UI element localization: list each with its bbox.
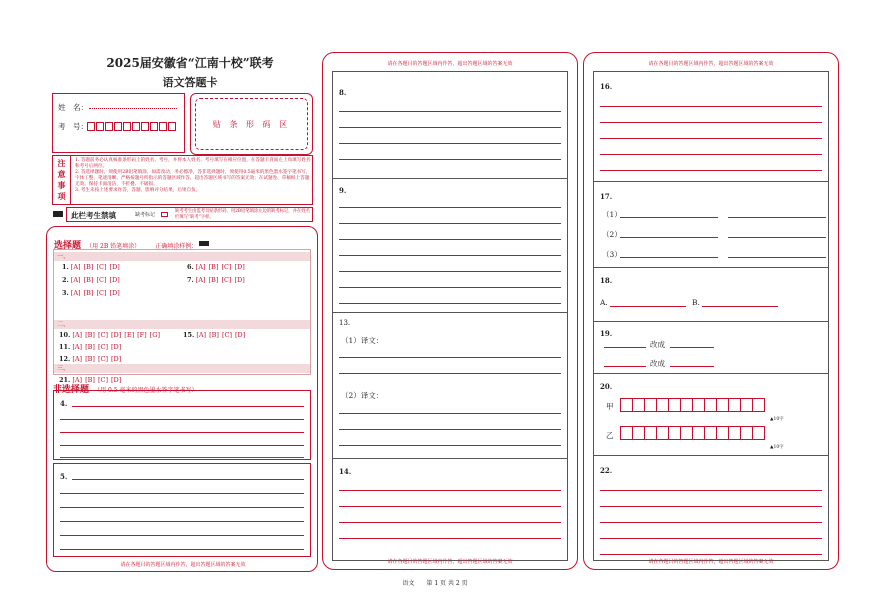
answer-line [60, 507, 304, 508]
answer-line [620, 217, 718, 218]
answer-line [339, 522, 561, 523]
question-number: 2. [62, 276, 69, 284]
answer-line [60, 535, 304, 536]
question-number: 6. [187, 263, 194, 271]
sample-label: 正确填涂样例： [155, 243, 198, 250]
question-label: 4. [60, 399, 68, 408]
question-number: 3. [62, 289, 69, 297]
right-answer-grid [593, 71, 829, 561]
answer-line [600, 170, 822, 171]
notice-head-char: 意 [57, 169, 66, 179]
answer-line [600, 122, 822, 123]
option-bubble[interactable]: [B] [85, 343, 95, 351]
choice-title: 选择题 [54, 241, 82, 251]
question-label: 8. [339, 88, 347, 97]
sub-question-label: （1） [602, 210, 622, 219]
answer-line [702, 306, 778, 307]
option-bubble[interactable]: [B] [85, 355, 95, 363]
option-bubble[interactable]: [A] [195, 276, 206, 284]
answer-line [600, 506, 822, 507]
question-number: 7. [187, 276, 194, 284]
yi-label: 乙 [606, 431, 614, 440]
position-marker [53, 211, 63, 217]
answer-sheet-title: 语文答题卡 [162, 76, 218, 89]
option-bubble[interactable]: [B] [83, 263, 94, 271]
choice-row [59, 343, 124, 351]
question-number: 12. [59, 355, 71, 363]
option-bubble[interactable]: [C] [97, 331, 108, 339]
answer-line [600, 538, 822, 539]
option-bubble[interactable]: [D] [109, 276, 120, 284]
option-bubble[interactable]: [D] [111, 376, 122, 384]
option-bubble[interactable]: [D] [234, 263, 245, 271]
sub-question-label: （3） [602, 250, 622, 259]
area-note: 请在各题目的答题区域内作答，超出答题区域的答案无效 [120, 562, 246, 568]
option-bubble[interactable]: [B] [85, 331, 95, 339]
answer-line [620, 237, 718, 238]
area-note: 请在各题目的答题区域内作答，超出答题区域的答案无效 [387, 559, 513, 565]
answer-box-q5[interactable] [53, 463, 311, 557]
option-bubble[interactable]: [A] [70, 276, 81, 284]
option-bubble[interactable]: [C] [221, 263, 232, 271]
answer-line [60, 549, 304, 550]
question-label: 18. [600, 276, 613, 285]
left-answer-panel [46, 226, 318, 572]
option-bubble[interactable]: [E] [124, 331, 135, 339]
question-label: 5. [60, 472, 68, 481]
answer-box-q16[interactable] [594, 72, 828, 182]
option-bubble[interactable]: [C] [96, 263, 107, 271]
option-bubble[interactable]: [C] [97, 343, 108, 351]
option-bubble[interactable]: [A] [195, 263, 206, 271]
notice-box [52, 155, 313, 205]
answer-box-q17[interactable] [594, 182, 828, 268]
answer-line [339, 490, 561, 491]
answer-line [339, 159, 561, 160]
notice-text [75, 158, 311, 195]
examiner-only-box [66, 207, 313, 222]
option-bubble[interactable]: [B] [208, 263, 219, 271]
option-bubble[interactable]: [A] [70, 289, 81, 297]
page-footer: 语文 第 1 页 共 2 页 [402, 580, 468, 587]
option-bubble[interactable]: [B] [85, 376, 95, 384]
answer-line [339, 445, 561, 446]
answer-box-q14[interactable] [333, 459, 567, 560]
answer-line [670, 366, 714, 367]
section-band: 二、 [54, 320, 310, 329]
answer-line [339, 271, 561, 272]
barcode-label: 贴 条 形 码 区 [195, 98, 308, 150]
option-bubble[interactable]: [A] [196, 331, 207, 339]
area-note: 请在各题目的答题区域内作答，超出答题区域的答案无效 [387, 61, 513, 67]
option-bubble[interactable]: [C] [221, 276, 232, 284]
answer-line [72, 479, 304, 480]
question-label: 19. [600, 329, 613, 338]
option-bubble[interactable]: [B] [83, 289, 94, 297]
choice-row [187, 276, 248, 284]
answer-line [339, 239, 561, 240]
sub-question-label: B. [692, 298, 700, 307]
char-count-mark: ▲10字 [770, 417, 784, 422]
answer-line [670, 347, 714, 348]
answer-line [610, 306, 686, 307]
answer-line [728, 217, 826, 218]
sub-question-label: （1）译文： [341, 336, 384, 345]
option-bubble[interactable]: [D] [234, 276, 245, 284]
answer-box-q9[interactable] [333, 179, 567, 313]
notice-item: 1. 答题前务必认真核准条形码上的姓名、考号，并将本人姓名、考号填写在相应位置，在答题卡背面左上角填写姓名和考号后两位。 [75, 158, 311, 170]
answer-line [339, 303, 561, 304]
answer-line [600, 138, 822, 139]
question-number: 21. [59, 376, 71, 384]
absent-mark-label: 缺考标记 [135, 212, 156, 218]
answer-line [339, 223, 561, 224]
question-label: 9. [339, 186, 347, 195]
notice-item: 2. 答选择题时，须使用2B铅笔填涂，如需改动，务必擦净，答非选择题时，须使用0.5毫米的黑色墨水签字笔书写，字体工整、笔迹清晰。严格按题号所指示的答题区域作答，超出答题区域书写的答案无效；在试题卷、草稿纸上答题无效。保持卡面清洁，不折叠、不破损。 [75, 170, 311, 188]
choice-row [62, 276, 123, 284]
choice-row [183, 331, 248, 339]
option-bubble[interactable]: [C] [97, 376, 108, 384]
choice-row [59, 355, 124, 363]
answer-box-q20[interactable] [594, 374, 828, 456]
option-bubble[interactable]: [B] [83, 276, 94, 284]
option-bubble[interactable]: [F] [137, 331, 147, 339]
char-grid-jia[interactable] [620, 398, 764, 412]
question-label: 16. [600, 82, 613, 91]
char-grid-yi[interactable] [620, 426, 764, 440]
option-bubble[interactable]: [A] [72, 355, 83, 363]
option-bubble[interactable]: [D] [111, 343, 122, 351]
answer-box-q8[interactable] [333, 72, 567, 179]
id-label: 考 号： [58, 122, 88, 131]
nonchoice-subtitle: （用 0.5 毫米的黑色墨水签字笔书写） [94, 387, 198, 394]
exam-id-field[interactable] [87, 122, 177, 131]
change-to-label: 改成 [650, 340, 665, 349]
notice-head-char: 项 [57, 191, 66, 201]
answer-line [339, 143, 561, 144]
answer-line [60, 419, 304, 420]
option-bubble[interactable]: [A] [72, 376, 83, 384]
answer-line [339, 357, 561, 358]
absent-mark-checkbox[interactable] [161, 212, 168, 217]
sample-filled-box [199, 241, 209, 246]
answer-line [60, 432, 304, 433]
sub-question-label: A. [600, 298, 608, 307]
option-bubble[interactable]: [A] [72, 343, 83, 351]
option-bubble[interactable]: [C] [221, 331, 232, 339]
question-label: 14. [339, 467, 352, 476]
question-number: 15. [183, 331, 195, 339]
answer-line [339, 255, 561, 256]
nonchoice-title: 非选择题 [53, 385, 90, 395]
choice-row [59, 331, 163, 339]
choice-grid [53, 249, 311, 384]
option-bubble[interactable]: [A] [72, 331, 83, 339]
notice-item: 3. 考生未按上述要求作答，答题、影响评分结果，后果自负。 [75, 188, 201, 194]
option-bubble[interactable]: [A] [70, 263, 81, 271]
absent-mark-note: 缺考考生由监考员贴条形码，用2B铅笔填涂左边的缺考标记，并在姓名栏填写“缺考”字样。 [175, 209, 310, 220]
name-label: 姓 名： [58, 103, 88, 112]
choice-subtitle: （用 2B 铅笔填涂） [86, 243, 141, 250]
jia-label: 甲 [606, 402, 614, 411]
answer-line [72, 406, 304, 407]
area-note: 请在各题目的答题区域内作答，超出答题区域的答案无效 [648, 61, 774, 67]
sub-question-label: （2） [602, 230, 622, 239]
section-band: 三、 [54, 364, 310, 373]
answer-line [604, 347, 646, 348]
change-to-label: 改成 [650, 359, 665, 368]
answer-line [339, 287, 561, 288]
answer-line [339, 207, 561, 208]
answer-line [604, 366, 646, 367]
answer-line [339, 506, 561, 507]
notice-heading [53, 156, 71, 204]
question-label: 17. [600, 192, 613, 201]
answer-box-q13[interactable] [333, 313, 567, 459]
answer-line [600, 490, 822, 491]
section-band: 一、 [54, 252, 310, 261]
option-bubble[interactable]: [D] [111, 355, 122, 363]
sub-question-label: （2）译文： [341, 391, 384, 400]
option-bubble[interactable]: [C] [96, 289, 107, 297]
notice-head-char: 注 [57, 158, 66, 168]
answer-line [728, 237, 826, 238]
examiner-only-title: 此栏考生禁填 [71, 211, 116, 220]
barcode-area [190, 93, 313, 155]
answer-line [60, 445, 304, 446]
answer-box-q19[interactable] [594, 322, 828, 374]
option-bubble[interactable]: [B] [209, 331, 219, 339]
question-number: 1. [62, 263, 69, 271]
answer-box-q22[interactable] [594, 456, 828, 560]
option-bubble[interactable]: [C] [96, 276, 107, 284]
question-label: 20. [600, 382, 613, 391]
notice-head-char: 事 [57, 180, 66, 190]
answer-line [600, 154, 822, 155]
option-bubble[interactable]: [D] [235, 331, 246, 339]
question-label: 13. [339, 319, 351, 327]
choice-row [187, 263, 248, 271]
middle-answer-grid [332, 71, 568, 561]
answer-line [339, 413, 561, 414]
question-number: 11. [59, 343, 71, 351]
answer-line [600, 522, 822, 523]
answer-line [60, 493, 304, 494]
answer-line [339, 111, 561, 112]
answer-line [620, 257, 718, 258]
answer-line [600, 554, 822, 555]
option-bubble[interactable]: [D] [109, 289, 120, 297]
option-bubble[interactable]: [D] [111, 331, 122, 339]
option-bubble[interactable]: [G] [149, 331, 160, 339]
option-bubble[interactable]: [B] [208, 276, 219, 284]
right-answer-panel [583, 52, 839, 570]
student-info-box [52, 93, 185, 153]
answer-box-q4[interactable] [53, 390, 311, 460]
exam-title: 2025届安徽省“江南十校”联考 [106, 56, 274, 70]
answer-line [60, 457, 304, 458]
answer-line [339, 429, 561, 430]
middle-answer-panel [322, 52, 578, 570]
choice-row [62, 289, 123, 297]
answer-box-q18[interactable] [594, 268, 828, 322]
name-field[interactable] [89, 108, 177, 109]
question-label: 22. [600, 466, 613, 475]
question-number: 10. [59, 331, 71, 339]
option-bubble[interactable]: [C] [97, 355, 108, 363]
char-count-mark: ▲10字 [770, 445, 784, 450]
area-note: 请在各题目的答题区域内作答，超出答题区域的答案无效 [648, 559, 774, 565]
answer-line [339, 373, 561, 374]
option-bubble[interactable]: [D] [109, 263, 120, 271]
choice-row [62, 263, 123, 271]
answer-line [60, 521, 304, 522]
answer-line [339, 127, 561, 128]
answer-line [339, 538, 561, 539]
answer-line [728, 257, 826, 258]
answer-line [600, 106, 822, 107]
